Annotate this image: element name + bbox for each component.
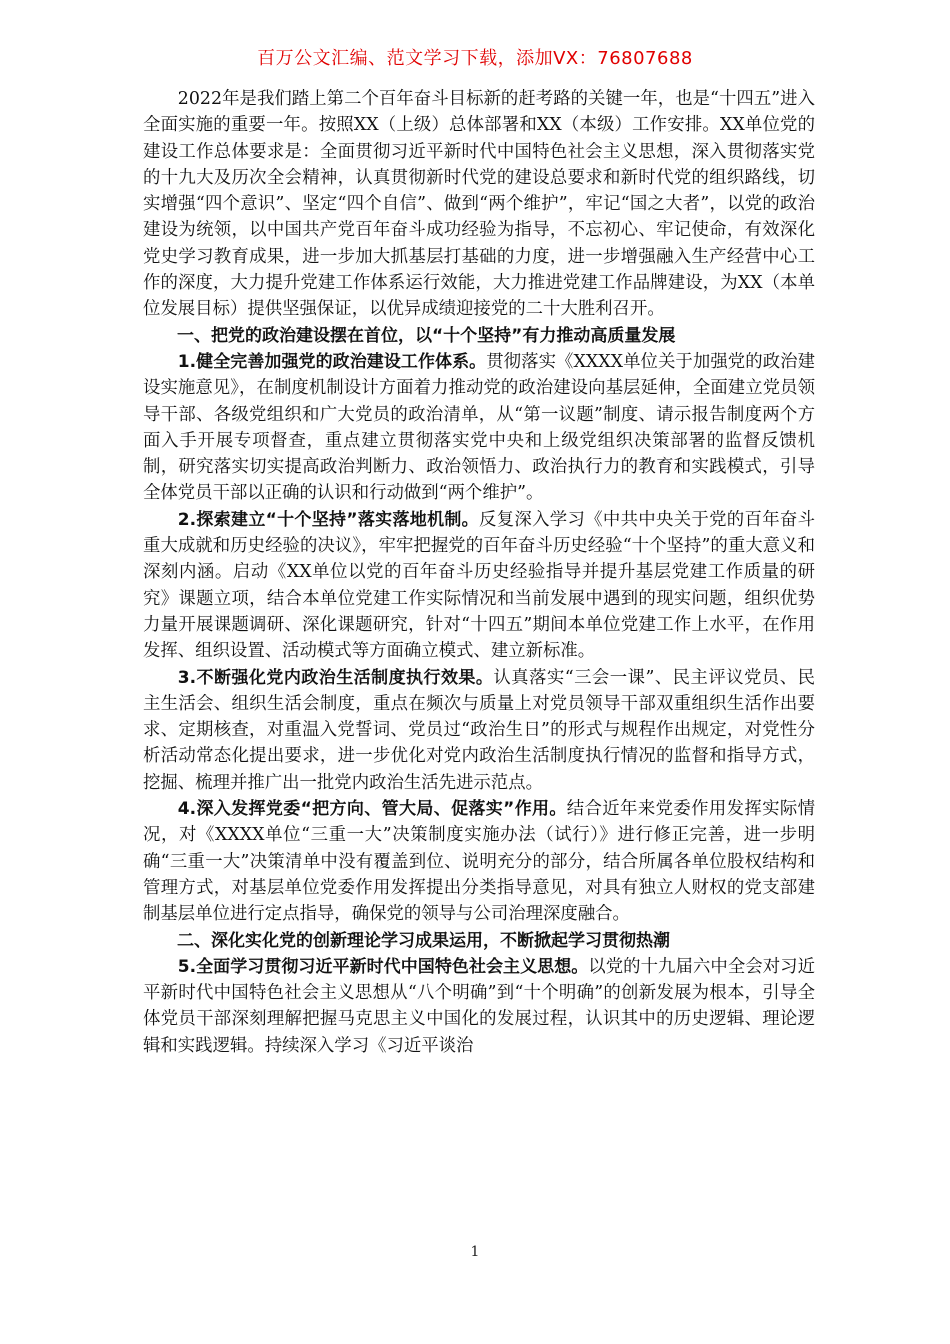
item-lead: 5.全面学习贯彻习近平新时代中国特色社会主义思想。 [177,956,589,977]
item-text: 以党的十九届六中全会对习近平新时代中国特色社会主义思想从“八个明确”到“十个明确”的创新发展为根本，引导全体党员干部深刻理解把握马克思主义中国化的发展过程，认识其中的历史逻辑、理论逻辑和实践逻辑。持续深入学习《习近平谈治 [143,956,815,1056]
item-lead: 2.探索建立“十个坚持”落实落地机制。 [177,509,479,530]
item-text: 认真落实“三会一课”、民主评议党员、民主生活会、组织生活会制度，重点在频次与质量上对党员领导干部双重组织生活作出要求、定期核查，对重温入党誓词、党员过“政治生日”的形式与规程作出规定，对党性分析活动常态化提出要求，进一步优化对党内政治生活制度执行情况的监督和指导方式，挖掘、梳理并推广出一批党内政治生活先进示范点。 [143,667,815,793]
item-paragraph [143,349,815,507]
item-lead: 3.不断强化党内政治生活制度执行效果。 [177,667,494,688]
item-text: 反复深入学习《中共中央关于党的百年奋斗重大成就和历史经验的决议》，牢牢把握党的百年奋斗历史经验“十个坚持”的重大意义和深刻内涵。启动《XX单位以党的百年奋斗历史经验指导并提升基层党建工作质量的研究》课题立项，结合本单位党建工作实际情况和当前发展中遇到的现实问题，组织优势力量开展课题调研、深化课题研究，针对“十四五”期间本单位党建工作上水平，在作用发挥、组织设置、活动模式等方面确立模式、建立新标准。 [143,509,815,662]
item-paragraph [143,796,815,927]
section-heading: 一、把党的政治建设摆在首位，以“十个坚持”有力推动高质量发展 [177,325,676,346]
page-number: 1 [470,1244,480,1260]
header-banner: 百万公文汇编、范文学习下载，添加VX：76807688 [257,48,693,69]
section-heading: 二、深化实化党的创新理论学习成果运用，不断掀起学习贯彻热潮 [177,930,670,951]
item-text: 贯彻落实《XXXX单位关于加强党的政治建设实施意见》，在制度机制设计方面着力推动党的政治建设向基层延伸，全面建立党员领导干部、各级党组织和广大党员的政治清单，从“第一议题”制度、请示报告制度两个方面入手开展专项督查，重点建立贯彻落实党中央和上级党组织决策部署的监督反馈机制，研究落实切实提高政治判断力、政治领悟力、政治执行力的教育和实践模式，引导全体党员干部以正确的认识和行动做到“两个维护”。 [143,351,815,504]
item-lead: 4.深入发挥党委“把方向、管大局、促落实”作用。 [177,799,567,820]
item-lead: 1.健全完善加强党的政治建设工作体系。 [177,351,487,372]
item-paragraph [143,665,815,796]
item-text: 结合近年来党委作用发挥实际情况，对《XXXX单位“三重一大”决策制度实施办法（试行）》进行修正完善，进一步明确“三重一大”决策清单中没有覆盖到位、说明充分的部分，结合所属各单位股权结构和管理方式，对基层单位党委作用发挥提出分类指导意见，对具有独立人财权的党支部建制基层单位进行定点指导，确保党的领导与公司治理深度融合。 [143,799,815,925]
item-paragraph [143,507,815,665]
intro-paragraph: 2022年是我们踏上第二个百年奋斗目标新的赶考路的关键一年，也是“十四五”进入全面实施的重要一年。按照XX（上级）总体部署和XX（本级）工作安排。XX单位党的建设工作总体要求是：全面贯彻习近平新时代中国特色社会主义思想，深入贯彻落实党的十九大及历次全会精神，认真贯彻新时代党的建设总要求和新时代党的组织路线，切实增强“四个意识”、坚定“四个自信”、做到“两个维护”，牢记“国之大者”，以党的政治建设为统领，以中国共产党百年奋斗成功经验为指导，不忘初心、牢记使命，有效深化党史学习教育成果，进一步加大抓基层打基础的力度，进一步增强融入生产经营中心工作的深度，大力提升党建工作体系运行效能，大力推进党建工作品牌建设，为XX（本单位发展目标）提供坚强保证，以优异成绩迎接党的二十大胜利召开。 [143,89,815,320]
document-body [143,86,815,1059]
item-paragraph [143,954,815,1059]
